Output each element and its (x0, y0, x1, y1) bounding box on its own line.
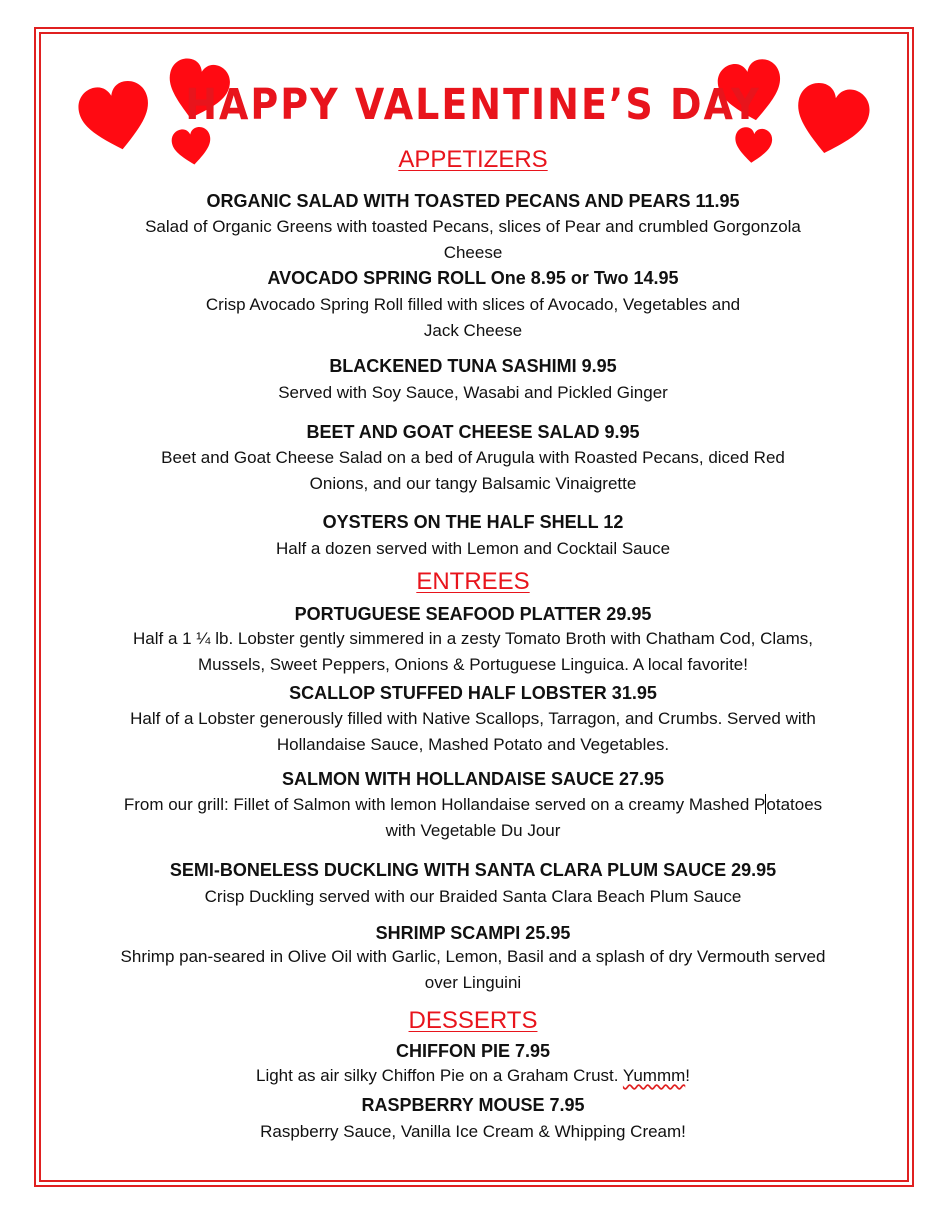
menu-item-description: Crisp Duckling served with our Braided Santa Clara Beach Plum Sauce (204, 887, 742, 906)
menu-item-description: Served with Soy Sauce, Wasabi and Pickled Ginger (278, 383, 668, 402)
page-title: HAPPY VALENTINE’S DAY (185, 80, 761, 130)
menu-item-description: Salad of Organic Greens with toasted Pecans, slices of Pear and crumbled Gorgonzola Cheese (145, 217, 801, 262)
menu-item-title: SCALLOP STUFFED HALF LOBSTER 31.95 (289, 683, 657, 703)
menu-item-description-part: otatoes with Vegetable Du Jour (385, 795, 823, 840)
menu-item-description (115, 1063, 831, 1089)
menu-item-description-part: From our grill: Fillet of Salmon with lemon Hollandaise served on a creamy Mashed P (123, 795, 766, 814)
menu-item-title: SHRIMP SCAMPI 25.95 (375, 923, 571, 943)
menu-item-title: OYSTERS ON THE HALF SHELL 12 (322, 512, 624, 532)
menu-item-title: PORTUGUESE SEAFOOD PLATTER 29.95 (294, 604, 652, 624)
menu-item-title: CHIFFON PIE 7.95 (395, 1041, 551, 1061)
menu-item-title: BLACKENED TUNA SASHIMI 9.95 (329, 356, 617, 376)
menu-item-title: SALMON WITH HOLLANDAISE SAUCE 27.95 (281, 769, 665, 789)
menu-item-description: Shrimp pan-seared in Olive Oil with Garlic, Lemon, Basil and a splash of dry Vermouth served over Linguini (120, 947, 826, 992)
menu-item-description-part: ! (685, 1066, 690, 1085)
menu-item-title: RASPBERRY MOUSE 7.95 (361, 1095, 585, 1115)
menu-item-description: Raspberry Sauce, Vanilla Ice Cream & Whipping Cream! (260, 1122, 686, 1141)
menu-item-description: Crisp Avocado Spring Roll filled with slices of Avocado, Vegetables and Jack Cheese (205, 295, 741, 340)
section-heading-entrees: ENTREES (416, 568, 530, 595)
menu-item-description-part: Light as air silky Chiffon Pie on a Graham Crust. (255, 1066, 623, 1085)
menu-item-title: SEMI-BONELESS DUCKLING WITH SANTA CLARA PLUM SAUCE 29.95 (169, 860, 777, 880)
menu-item-description: Half of a Lobster generously filled with Native Scallops, Tarragon, and Crumbs. Served with Hollandaise Sauce, Mashed Potato and Vegetables. (130, 709, 816, 754)
menu-item-description: Half a dozen served with Lemon and Cocktail Sauce (275, 539, 671, 558)
menu-item-title: AVOCADO SPRING ROLL One 8.95 or Two 14.95 (267, 268, 679, 288)
menu-item-title: ORGANIC SALAD WITH TOASTED PECANS AND PEARS 11.95 (206, 191, 740, 211)
section-heading-desserts: DESSERTS (408, 1007, 538, 1034)
menu-item-description: Beet and Goat Cheese Salad on a bed of Arugula with Roasted Pecans, diced Red Onions, and our tangy Balsamic Vinaigrette (161, 448, 785, 493)
menu-item-description: Half a 1 ¼ lb. Lobster gently simmered in a zesty Tomato Broth with Chatham Cod, Clams, Mussels, Sweet Peppers, Onions & Portuguese Linguica. A local favorite! (133, 629, 813, 674)
menu-item-description (115, 792, 831, 844)
section-heading-appetizers: APPETIZERS (398, 146, 548, 173)
menu-item-title: BEET AND GOAT CHEESE SALAD 9.95 (306, 422, 640, 442)
spellcheck-word: Yummm (622, 1066, 686, 1085)
